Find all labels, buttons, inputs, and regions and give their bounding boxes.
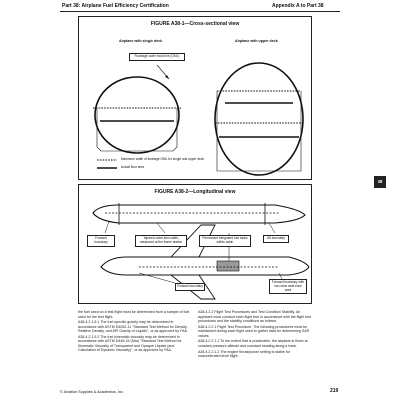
text-column-left bbox=[78, 310, 190, 354]
page-number: 219 bbox=[330, 388, 339, 394]
part-thumb-tab: 38 bbox=[374, 176, 386, 188]
legend-dotted-label: Maximum width of fuselage OML for single and upper deck bbox=[121, 157, 204, 161]
running-header-right: Appendix A to Part 38 bbox=[272, 3, 324, 9]
paragraph: A38.4.2.2.1.1 To the extent that is practicable, the airplane is flown at constant pressure altitude and constant heading along a track. bbox=[198, 339, 308, 348]
paragraph: A38.4.2.2 Flight Test Procedures and Test Condition Stability. An applicant must conduct each flight test in accordance with the flight test procedures and the stability conditions as follows: bbox=[198, 310, 312, 323]
callout-fuel-tanks: Permanent integrated fuel tanks within cabin bbox=[199, 235, 251, 247]
paragraph: the fuel used on a test flight must be determined from a sample of fuel used for the test flight. bbox=[78, 310, 190, 319]
header-rule bbox=[60, 11, 340, 12]
callout-tapered-width: Tapered outer-skin width, measured at the frame station bbox=[135, 235, 187, 247]
callout-aft-boundary: Aft boundary bbox=[263, 235, 289, 243]
callout-forward-boundary-top: Forward boundary bbox=[87, 235, 115, 247]
upper-deck-fuselage bbox=[215, 63, 303, 175]
figure-cross-sectional bbox=[78, 16, 312, 180]
figure-longitudinal bbox=[78, 184, 312, 304]
single-deck-caption: Airplane with single deck bbox=[119, 39, 163, 43]
callout-forward-noncrew: Forward boundary with non-crew seat zone area bbox=[269, 279, 307, 294]
paragraph: A38.4.2.1.5.2 The fuel kinematic viscosity may be determined in accordance with ASTM D445-15 (Mar) "Standard Test Method for Kinematic Viscosity of Transparent and Opaque Liquids (and Calculation of Dynamic Viscosity)", or as approved by FAA. bbox=[78, 334, 182, 353]
legend-solid-label: Actual floor area bbox=[121, 165, 145, 169]
paragraph: A38.4.2.2.1 Flight Test Procedure. The following procedures must be maintained during each flight used to gather data for determining SAR values: bbox=[198, 324, 310, 338]
paragraph: A38.4.2.1.5.1 The fuel specific gravity may be determined in accordance with ASTM D4052-11 "Standard Test Method for Density, Relative Density, and API Gravity of Liquids", or as approved by FAA. bbox=[78, 320, 188, 334]
fuselage-side-outline bbox=[93, 205, 305, 223]
figure-2-title: FIGURE A38-2—Longitudinal view bbox=[154, 189, 236, 195]
fuel-tank-zone bbox=[217, 261, 239, 271]
upper-deck-caption: Airplane with upper deck bbox=[235, 39, 278, 43]
figure-1-title: FIGURE A38-1—Cross-sectional view bbox=[150, 21, 240, 27]
paragraph: A38.4.2.2.1.2 The engine thrust/power setting is stable for unaccelerated level flight. bbox=[198, 349, 291, 359]
running-header-left: Part 38: Airplane Fuel Efficiency Certification bbox=[62, 3, 169, 9]
fuselage-plan-outline bbox=[101, 257, 309, 275]
text-column-right bbox=[198, 310, 312, 360]
cross-section-drawing bbox=[79, 17, 311, 179]
oml-callout: Fuselage outer mold line (OML) bbox=[129, 53, 185, 61]
callout-forward-boundary-bottom: Forward boundary bbox=[175, 283, 205, 291]
copyright-notice: © Aviation Supplies & Academics, Inc. bbox=[60, 390, 124, 394]
single-deck-fuselage bbox=[95, 77, 179, 153]
